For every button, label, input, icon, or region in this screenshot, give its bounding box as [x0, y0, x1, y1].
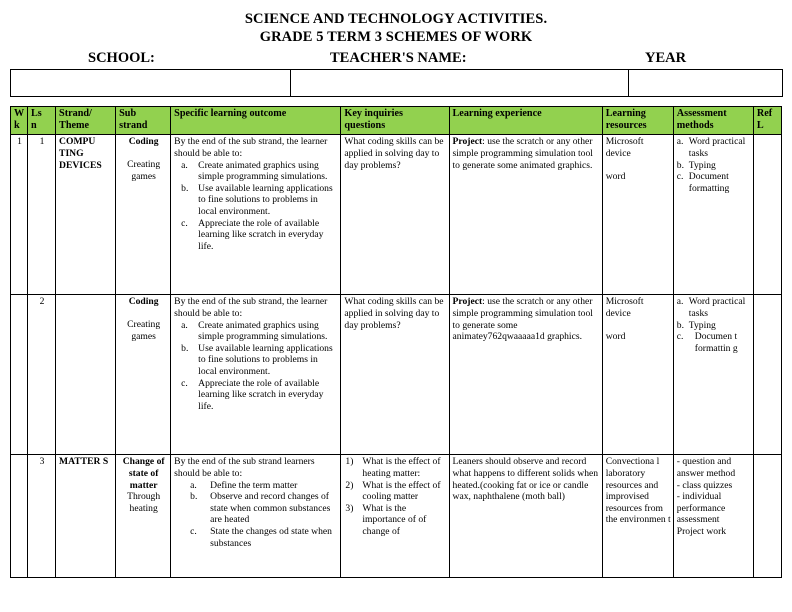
list-text: Define the term matter: [210, 479, 298, 491]
list-text: Appreciate the role of available learning like scratch in everyday life.: [198, 217, 324, 252]
col-header-asm-line2: methods: [676, 120, 714, 132]
slo-list: [174, 160, 338, 253]
list-text: Document formatting: [688, 171, 730, 194]
col-header-sub-strand: [116, 107, 171, 135]
learning-resource-primary: Convectiona l laboratory resources and improvised resources from the environmen t: [605, 456, 671, 526]
list-item: [345, 503, 446, 538]
list-item: [190, 480, 338, 492]
cell-week: [11, 295, 28, 455]
list-marker: b.: [676, 159, 684, 171]
kiq-list: [344, 456, 446, 537]
list-item: [345, 456, 446, 479]
sub-strand-title: Change of state of matter: [122, 456, 165, 491]
cell-strand: [56, 455, 116, 578]
list-marker: a.: [676, 136, 684, 148]
list-marker: c.: [181, 377, 188, 389]
list-marker: b.: [181, 342, 189, 354]
cell-week: 1: [11, 135, 28, 295]
table-row: [11, 135, 782, 295]
cell-sub-strand: [116, 455, 171, 578]
slo-list: [174, 480, 338, 550]
list-item: [676, 331, 751, 354]
col-header-reflection: [753, 107, 781, 135]
col-header-lesson: [28, 107, 56, 135]
list-item: - individual performance assessment: [676, 491, 726, 526]
cell-specific-learning-outcome: [171, 295, 341, 455]
sub-strand-title: Coding: [128, 296, 159, 308]
info-label-row: [0, 48, 792, 69]
cell-strand: [56, 295, 116, 455]
cell-assessment-methods: [673, 135, 753, 295]
cell-key-inquiry-questions: [341, 455, 449, 578]
table-row: [11, 295, 782, 455]
list-item: Project work: [676, 525, 727, 537]
list-text: Appreciate the role of available learning like scratch in everyday life.: [198, 377, 324, 412]
learning-resource-primary: Microsoft device: [605, 136, 644, 159]
list-text: Observe and record changes of state when common substances are heated: [210, 491, 331, 526]
list-item: [676, 136, 751, 159]
list-item: [676, 171, 751, 194]
learning-experience-text: Leaners should observe and record what happens to different solids when heated.(cooking fat or ice or candle wax, naphthalene (moth ball): [452, 456, 599, 503]
col-header-ref-line2: L: [756, 120, 764, 132]
cell-sub-strand: [116, 135, 171, 295]
list-marker: a.: [181, 319, 188, 331]
list-marker: c.: [190, 525, 197, 537]
list-item: [181, 320, 338, 343]
list-marker: b.: [181, 182, 189, 194]
list-marker: b.: [676, 319, 684, 331]
list-item: [190, 526, 338, 549]
cell-lesson: 1: [28, 135, 56, 295]
cell-learning-experience: [449, 455, 602, 578]
teacher-name-label: TEACHER'S NAME:: [330, 50, 467, 66]
slo-lead: By the end of the sub strand, the learner should be able to:: [174, 136, 328, 159]
col-header-sub-strand-line2: strand: [119, 120, 148, 132]
col-header-week-line2: k: [14, 120, 20, 132]
list-marker: 3): [345, 502, 354, 514]
col-header-strand-line1: Strand/: [59, 108, 92, 119]
list-text: Word practical tasks: [688, 296, 746, 319]
sub-strand-detail: Creating games: [127, 319, 161, 342]
cell-lesson: 2: [28, 295, 56, 455]
col-header-learning-experience: Learning experience: [449, 107, 602, 135]
list-marker: a.: [190, 479, 197, 491]
col-header-strand: [56, 107, 116, 135]
col-header-lres-line1: Learning: [605, 108, 646, 119]
list-marker: b.: [190, 491, 198, 503]
list-item: [181, 160, 338, 183]
school-field[interactable]: [11, 70, 291, 97]
document-title-line1: SCIENCE AND TECHNOLOGY ACTIVITIES.: [244, 11, 548, 27]
assessment-list: [677, 456, 751, 537]
cell-reflection[interactable]: [753, 295, 781, 455]
cell-assessment-methods: [673, 455, 753, 578]
list-text: What is the effect of heating matter:: [362, 456, 441, 479]
list-text: Typing: [688, 159, 716, 171]
info-table-row: [11, 70, 783, 97]
learning-resource-secondary: word: [605, 170, 626, 182]
list-marker: 2): [345, 479, 354, 491]
cell-learning-resources: [602, 455, 673, 578]
year-label: YEAR: [645, 50, 687, 66]
col-header-strand-line2: Theme: [59, 120, 90, 132]
cell-sub-strand: [116, 295, 171, 455]
list-marker: a.: [181, 159, 188, 171]
list-marker: 1): [345, 456, 354, 468]
learning-experience-label: Project: [452, 136, 483, 148]
list-text: Use available learning applications to fine solutions to problems in local environment.: [198, 342, 333, 377]
sub-strand-detail: Creating games: [127, 159, 161, 182]
slo-list: [174, 320, 338, 413]
list-item: - question and answer method: [676, 456, 736, 479]
col-header-learning-resources: [602, 107, 673, 135]
col-header-week: [11, 107, 28, 135]
col-header-ref-line1: Ref: [756, 108, 773, 119]
col-header-lesson-line2: n: [31, 120, 37, 132]
list-marker: c.: [676, 331, 684, 343]
col-header-week-line1: W: [14, 108, 25, 119]
col-header-key-inquiry-questions: [341, 107, 449, 135]
list-text: What is the importance of of change of: [362, 502, 427, 537]
list-text: Create animated graphics using simple programming simulations.: [198, 159, 328, 183]
table-header-row: [11, 107, 782, 135]
strand-name: COMPU TING DEVICES: [59, 136, 102, 171]
cell-learning-experience: [449, 135, 602, 295]
col-header-lres-line2: resources: [605, 120, 647, 132]
cell-specific-learning-outcome: [171, 135, 341, 295]
cell-week: [11, 455, 28, 578]
list-item: [181, 378, 338, 413]
col-header-asm-line1: Assessment: [676, 108, 727, 119]
list-marker: c.: [181, 217, 188, 229]
list-item: [181, 218, 338, 253]
col-header-kiq-line1: Key inquiries: [344, 108, 403, 119]
document-title-block: [0, 0, 792, 46]
sub-strand-detail: Through heating: [127, 491, 161, 514]
assessment-list: [677, 296, 751, 354]
slo-lead: By the end of the sub strand learners should be able to:: [174, 456, 315, 479]
table-row: [11, 455, 782, 578]
learning-experience-text: : use the scratch or any other simple programming simulation tool to generate some animatey762qwaaaaa1d graphics.: [452, 296, 593, 343]
list-item: [181, 343, 338, 378]
list-text: Use available learning applications to fine solutions to problems in local environment.: [198, 182, 333, 217]
list-item: - class quizzes: [676, 479, 733, 491]
col-header-specific-learning-outcome: Specific learning outcome: [171, 107, 341, 135]
col-header-lesson-line1: Ls: [31, 108, 42, 119]
list-text: What is the effect of cooling matter: [362, 479, 441, 503]
col-header-assessment-methods: [673, 107, 753, 135]
list-text: State the changes od state when substances: [210, 525, 332, 549]
learning-experience-label: Project: [452, 296, 483, 308]
slo-lead: By the end of the sub strand, the learner should be able to:: [174, 296, 328, 319]
cell-specific-learning-outcome: [171, 455, 341, 578]
list-item: [676, 296, 751, 319]
year-field[interactable]: [629, 70, 783, 97]
list-item: [345, 480, 446, 503]
col-header-sub-strand-line1: Sub: [119, 108, 137, 119]
list-text: Typing: [688, 319, 716, 331]
spacer: [606, 320, 671, 331]
spacer: [606, 160, 671, 171]
cell-reflection[interactable]: [753, 135, 781, 295]
cell-key-inquiry-questions: What coding skills can be applied in solving day to day problems?: [341, 135, 449, 295]
cell-lesson: 3: [28, 455, 56, 578]
list-item: [676, 159, 751, 172]
assessment-list: [677, 136, 751, 194]
list-item: [676, 319, 751, 332]
list-text: Documen t formattin g: [694, 331, 738, 354]
list-text: Word practical tasks: [688, 136, 746, 159]
list-text: Create animated graphics using simple programming simulations.: [198, 319, 328, 343]
col-header-kiq-line2: questions: [344, 120, 386, 132]
cell-key-inquiry-questions: What coding skills can be applied in solving day to day problems?: [341, 295, 449, 455]
sub-strand-title: Coding: [128, 136, 159, 148]
list-marker: c.: [676, 171, 684, 183]
cell-strand: [56, 135, 116, 295]
document-title-line2: GRADE 5 TERM 3 SCHEMES OF WORK: [259, 29, 533, 45]
teacher-name-field[interactable]: [291, 70, 629, 97]
cell-reflection[interactable]: [753, 455, 781, 578]
info-fill-table: [10, 69, 783, 97]
schemes-of-work-table: [10, 106, 782, 578]
list-marker: a.: [676, 296, 684, 308]
learning-resource-primary: Microsoft device: [605, 296, 644, 319]
school-label: SCHOOL:: [88, 50, 155, 66]
cell-learning-resources: [602, 135, 673, 295]
list-item: [190, 491, 338, 526]
cell-learning-resources: [602, 295, 673, 455]
cell-assessment-methods: [673, 295, 753, 455]
learning-resource-secondary: word: [605, 330, 626, 342]
list-item: [181, 183, 338, 218]
cell-learning-experience: [449, 295, 602, 455]
learning-experience-text: : use the scratch or any other simple programming simulation tool to generate some animated graphics.: [452, 136, 593, 171]
strand-name: MATTER S: [59, 456, 109, 468]
